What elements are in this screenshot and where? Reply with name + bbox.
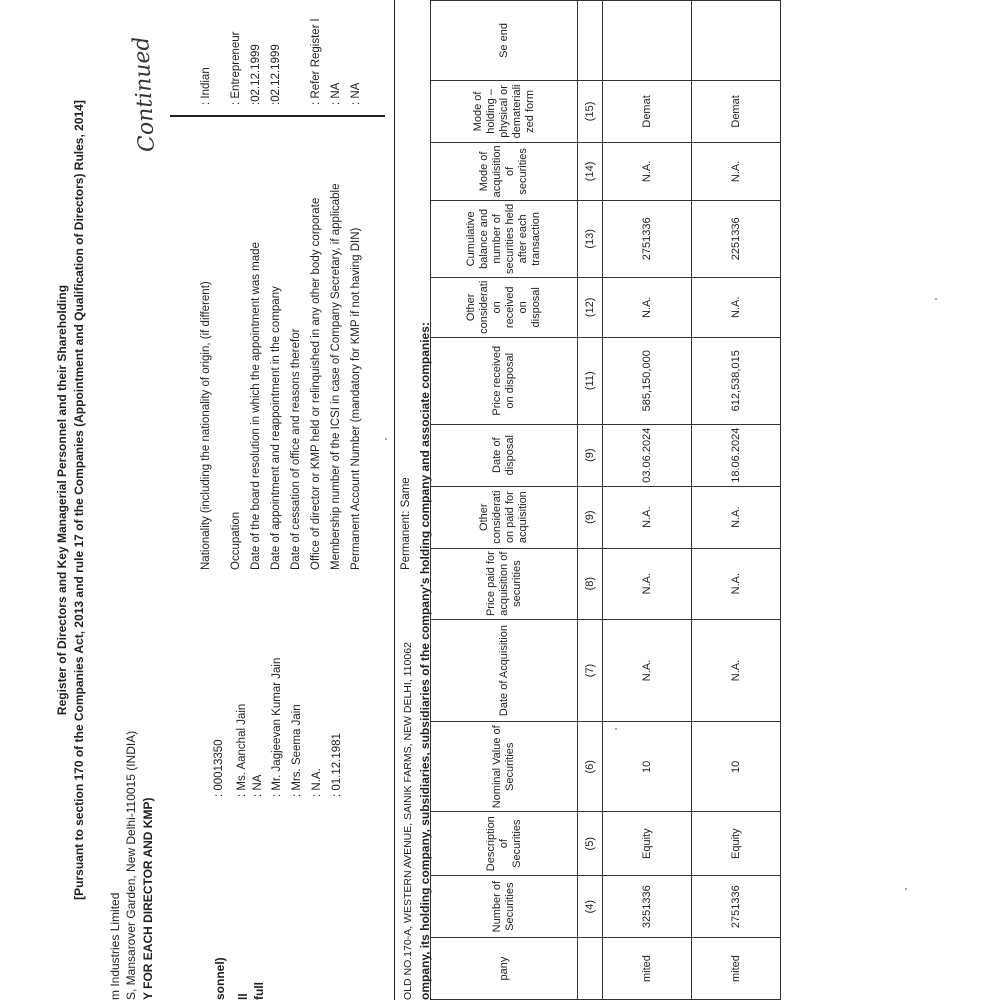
table-cell: 2751336 xyxy=(603,200,692,277)
table-cell: 18.06.2024 xyxy=(692,424,781,486)
company-name-cell: mited xyxy=(603,938,692,1000)
occupation-label: Occupation xyxy=(230,511,242,570)
table-cell: 2251336 xyxy=(692,200,781,277)
scan-speck xyxy=(905,888,907,890)
table-header-row xyxy=(431,1,578,1000)
table-cell: 10 xyxy=(603,722,692,812)
icsi-membership-value: : NA xyxy=(330,82,342,105)
table-cell: N.A. xyxy=(603,548,692,619)
table-header-cell: Other considerati on received on disposal xyxy=(431,277,578,337)
column-number-cell: (9) xyxy=(578,486,603,548)
column-number-cell: (6) xyxy=(578,722,603,812)
table-cell: N.A. xyxy=(603,277,692,337)
table-cell: Demat xyxy=(603,80,692,142)
column-number-cell: (15) xyxy=(578,80,603,142)
board-resolution-date-value: :02.12.1999 xyxy=(250,44,262,105)
table-header-cell: Number of Securities xyxy=(431,876,578,938)
pan-value: : NA xyxy=(350,82,362,105)
column-number-cell xyxy=(578,938,603,1000)
register-title: Register of Directors and Key Managerial Personnel and their Shareholding xyxy=(55,284,69,716)
table-cell: N.A. xyxy=(692,142,781,200)
table-cell: N.A. xyxy=(603,486,692,548)
table-cell: N.A. xyxy=(692,619,781,722)
other-office-value: : Refer Register l xyxy=(310,18,322,105)
left-value-na: : NA xyxy=(252,774,264,797)
table-cell: N.A. xyxy=(603,142,692,200)
table-cell: 3251336 xyxy=(603,876,692,938)
column-number-cell: (13) xyxy=(578,200,603,277)
table-cell: N.A. xyxy=(692,277,781,337)
column-number-cell xyxy=(578,1,603,81)
scan-speck xyxy=(615,728,617,730)
column-number-cell: (7) xyxy=(578,619,603,722)
permanent-address: Permanent: Same xyxy=(400,477,412,570)
header-divider-rule xyxy=(394,0,395,1000)
handwritten-continued-note: Continued xyxy=(128,35,161,153)
pan-label: Permanent Account Number (mandatory for KMP if not having DIN) xyxy=(350,227,362,570)
section-title: Y FOR EACH DIRECTOR AND KMP) xyxy=(141,797,155,1000)
table-row xyxy=(603,1,692,1000)
table-cell: 585,150,000 xyxy=(603,337,692,424)
table-row xyxy=(692,1,781,1000)
column-number-cell: (4) xyxy=(578,876,603,938)
other-office-label: Office of director or KMP held or relinquished in any other body corporate xyxy=(310,197,322,570)
table-cell: N.A. xyxy=(692,548,781,619)
register-subtitle: [Pursuant to section 170 of the Companies Act, 2013 and rule 17 of the Companies (Appointment and Qualification of Directors) Rules, 2014] xyxy=(72,100,86,900)
appointment-date-value: :02.12.1999 xyxy=(270,44,282,105)
table-header-cell: Mode of holding – physical or demateriali zed form xyxy=(431,80,578,142)
column-number-cell: (14) xyxy=(578,142,603,200)
column-number-cell: (5) xyxy=(578,812,603,876)
table-header-cell: Nominal Value of Securities xyxy=(431,722,578,812)
table-header-cell: Price received on disposal xyxy=(431,337,578,424)
table-cell: Equity xyxy=(603,812,692,876)
table-cell: 612,538,015 xyxy=(692,337,781,424)
left-value-na-2: : N.A. xyxy=(311,768,323,797)
company-address: S, Mansarover Garden, New Delhi-110015 (INDIA) xyxy=(124,730,138,1000)
left-value-spouse: : Ms. Aanchal Jain xyxy=(236,703,248,797)
scan-speck xyxy=(935,298,937,300)
column-number-row xyxy=(578,1,603,1000)
table-cell: 03.06.2024 xyxy=(603,424,692,486)
board-resolution-label: Date of the board resolution in which the appointment was made xyxy=(250,242,262,570)
company-name: m Industries Limited xyxy=(108,892,122,1000)
left-label-1: ll xyxy=(236,993,250,1000)
holdings-section-heading: ompany, its holding company, subsidiaries, subsidiaries of the company's holding company and associate companies: xyxy=(418,322,432,1000)
kmp-label: sonnel) xyxy=(213,957,227,1000)
column-number-cell: (8) xyxy=(578,548,603,619)
mother-name-value: : Mrs. Seema Jain xyxy=(291,704,303,797)
residential-address: OLD NO.170-A, WESTERN AVENUE, SAINIK FARMS, NEW DELHI, 110062 xyxy=(402,642,414,1000)
occupation-value: : Entrepreneur xyxy=(230,31,242,105)
header-right-rule xyxy=(170,115,385,117)
table-header-cell: Date of Acquisition xyxy=(431,619,578,722)
table-cell: 2751336 xyxy=(692,876,781,938)
table-header-cell: pany xyxy=(431,938,578,1000)
icsi-membership-label: Membership number of the ICSI in case of Company Secretary, if applicable xyxy=(330,183,342,570)
cessation-label: Date of cessation of office and reasons therefor xyxy=(290,328,302,570)
column-number-cell: (12) xyxy=(578,277,603,337)
column-number-cell: (9) xyxy=(578,424,603,486)
din-value: : 00013350 xyxy=(213,739,225,797)
table-header-cell: Price paid for acquisition of securities xyxy=(431,548,578,619)
nationality-value: : Indian xyxy=(200,67,212,105)
table-cell: N.A. xyxy=(692,486,781,548)
table-header-cell: Se end xyxy=(431,1,578,81)
table-cell: 10 xyxy=(692,722,781,812)
table-cell xyxy=(692,1,781,81)
left-label-2: full xyxy=(252,982,266,1000)
table-header-cell: Date of disposal xyxy=(431,424,578,486)
table-cell: N.A. xyxy=(603,619,692,722)
securities-holding-table xyxy=(430,0,781,1000)
table-header-cell: Cumulative balance and number of securities held after each transaction xyxy=(431,200,578,277)
nationality-label: Nationality (including the nationality of origin, (if different) xyxy=(200,281,212,570)
table-cell: Demat xyxy=(692,80,781,142)
date-of-birth-value: : 01.12.1981 xyxy=(331,733,343,797)
table-header-cell: Other considerati on paid for acquisition xyxy=(431,486,578,548)
table-cell: Equity xyxy=(692,812,781,876)
father-name-value: : Mr. Jagjeevan Kumar Jain xyxy=(271,657,283,797)
table-header-cell: Mode of acquisition of securities xyxy=(431,142,578,200)
scan-speck xyxy=(385,438,387,440)
table-header-cell: Description of Securities xyxy=(431,812,578,876)
appointment-date-label: Date of appointment and reappointment in the company xyxy=(270,286,282,570)
column-number-cell: (11) xyxy=(578,337,603,424)
table-cell xyxy=(603,1,692,81)
company-name-cell: mited xyxy=(692,938,781,1000)
